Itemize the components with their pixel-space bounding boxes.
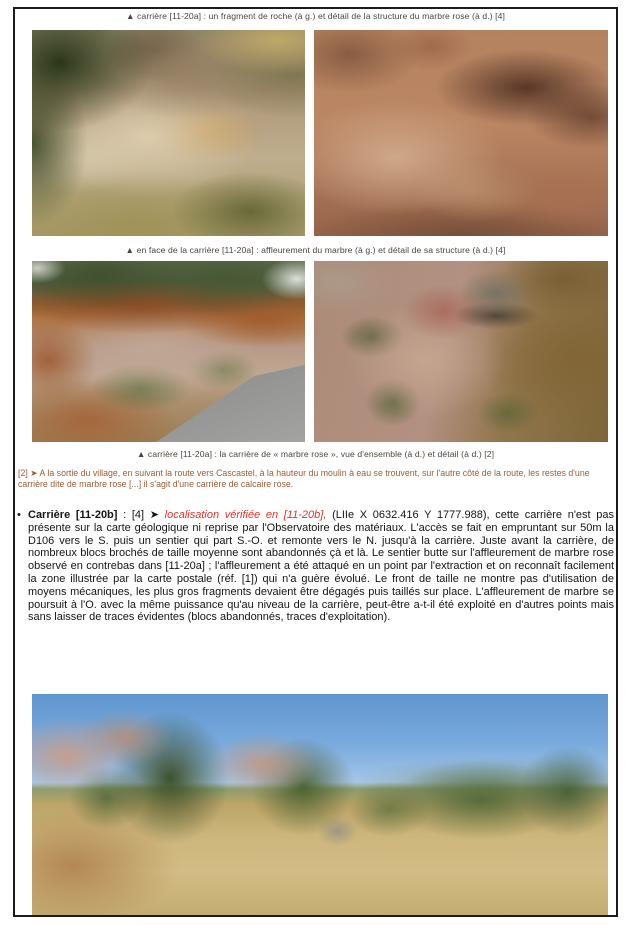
photo-marble-structure-detail xyxy=(314,30,608,236)
road-shape xyxy=(136,348,305,442)
paragraph-text xyxy=(28,509,614,624)
paragraph-title: Carrière [11-20b] xyxy=(28,509,118,521)
photo-quarry-wide-view xyxy=(32,694,608,915)
paragraph-highlight-red: localisation vérifiée en [11-20b], xyxy=(164,509,327,521)
photo-caption-row3: ▲ carrière [11-20a] : la carrière de « marbre rose », vue d'ensemble (à d.) et détail (à d.) [2] xyxy=(136,449,495,459)
photo-rock-fragment xyxy=(32,30,305,236)
photo-quarry-outcrop-road xyxy=(32,261,305,442)
paragraph-body: (LIIe X 0632.416 Y 1777.988), cette carrière n'est pas présente sur la carte géologique ni reprise par l'Observatoire des matériaux. L'accès se fait en empruntant sur 50m la D106 vers le S. puis un sentier qui part S.-O. et remonte vers le N. jusqu'à la carrière. Juste avant la carrière, de nombreux blocs brochés de taille moyenne sont abandonnés çà et là. Le sentier butte sur l'affleurement de marbre rose observé en contrebas dans [11-20a] ; l'affleurement a été attaqué en un point par l'extraction et on reconnaît facilement la zone illustrée par la carte postale (réf. [1]) qui n'a guère évolué. Le front de taille ne montre pas d'utilisation de moyens mécaniques, les plus gros fragments devaient être dégagés puis taillés sur place. L'affleurement de marbre se poursuit à l'O. avec la même puissance qu'au niveau de la carrière, peut-être a-t-il été exploité en d'autres points mais sans laisser de traces évidentes (blocs abandonnés, traces d'exploitation). xyxy=(28,509,614,624)
main-paragraph xyxy=(18,509,614,624)
photo-caption-row2: ▲ en face de la carrière [11-20a] : affleurement du marbre (à g.) et détail de sa structure (à d.) [4] xyxy=(125,245,506,255)
photo-caption-row1: ▲ carrière [11-20a] : un fragment de roche (à g.) et détail de la structure du marbre rose (à d.) [4] xyxy=(125,11,506,21)
photo-marble-detail-boulder xyxy=(314,261,608,442)
bullet-marker: • xyxy=(17,509,21,521)
paragraph-separator: : [4] ➤ xyxy=(117,509,165,521)
footnote-quote: [2] ➤ A la sortie du village, en suivant la route vers Cascastel, à la hauteur du moulin à eau se trouvent, sur l'autre côté de la route, les restes d'une carrière dite de marbre rose [...] il s'agit d'une carrière de calcaire rose. xyxy=(18,468,590,489)
